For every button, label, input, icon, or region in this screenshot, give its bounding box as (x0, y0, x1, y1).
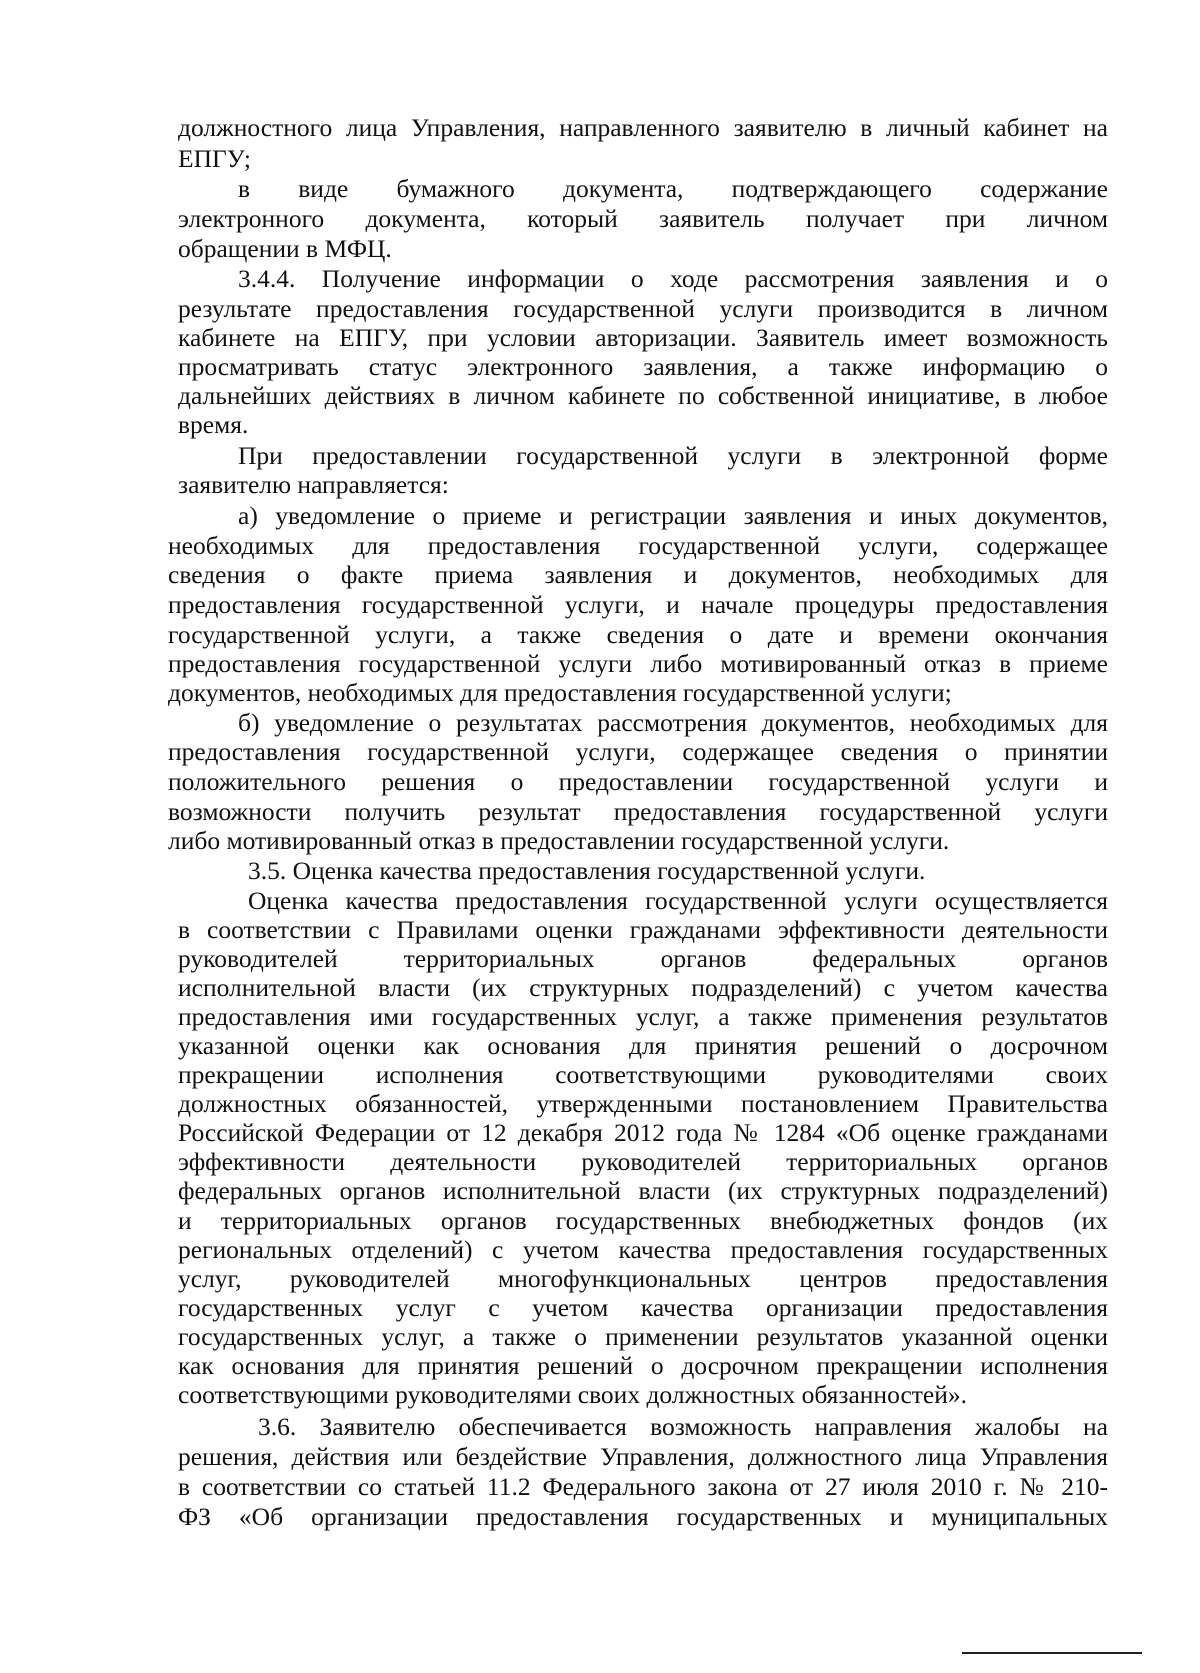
text-line: предоставления государственной услуги, содержащее сведения о принятии (168, 737, 1108, 766)
text-line: При предоставлении государственной услуги в электронной форме (238, 441, 1108, 470)
text-line: региональных отделений) с учетом качества предоставления государственных (178, 1235, 1108, 1264)
text-line: Российской Федерации от 12 декабря 2012 года № 1284 «Об оценке гражданами (178, 1118, 1108, 1147)
footnote-divider (962, 1652, 1142, 1654)
text-line: эффективности деятельности руководителей территориальных органов (178, 1147, 1108, 1176)
text-line: и территориальных органов государственных внебюджетных фондов (их (178, 1206, 1108, 1235)
text-line: 3.6. Заявителю обеспечивается возможность направления жалобы на (258, 1412, 1108, 1441)
section-heading: 3.5. Оценка качества предоставления государственной услуги. (248, 856, 926, 885)
text-line: обращении в МФЦ. (178, 234, 392, 263)
text-line: решения, действия или бездействие Управления, должностного лица Управления (178, 1442, 1108, 1471)
text-line: документов, необходимых для предоставления государственной услуги; (168, 678, 952, 707)
text-line: соответствующими руководителями своих должностных обязанностей». (178, 1380, 968, 1409)
text-line: указанной оценки как основания для принятия решений о досрочном (178, 1031, 1108, 1060)
text-line: Оценка качества предоставления государственной услуги осуществляется (248, 886, 1108, 915)
text-line: б) уведомление о результатах рассмотрения документов, необходимых для (238, 708, 1108, 737)
text-line: исполнительной власти (их структурных подразделений) с учетом качества (178, 973, 1108, 1002)
text-line: должностных обязанностей, утвержденными постановлением Правительства (178, 1089, 1108, 1118)
text-line: в виде бумажного документа, подтверждающего содержание (238, 174, 1108, 203)
text-line: кабинете на ЕПГУ, при условии авторизации. Заявитель имеет возможность (178, 323, 1108, 352)
text-line: федеральных органов исполнительной власти (их структурных подразделений) (178, 1176, 1108, 1205)
text-line: 3.4.4. Получение информации о ходе рассмотрения заявления и о (238, 264, 1108, 293)
text-line: предоставления государственной услуги, и начале процедуры предоставления (168, 590, 1108, 619)
text-line: ФЗ «Об организации предоставления государственных и муниципальных (178, 1502, 1108, 1531)
text-line: дальнейших действиях в личном кабинете по собственной инициативе, в любое (178, 381, 1108, 410)
text-line: результате предоставления государственной услуги производится в личном (178, 294, 1108, 323)
text-line: сведения о факте приема заявления и документов, необходимых для (168, 560, 1108, 589)
text-line: услуг, руководителей многофункциональных центров предоставления (178, 1264, 1108, 1293)
text-line: электронного документа, который заявитель получает при личном (178, 204, 1108, 233)
text-line: предоставления ими государственных услуг, а также применения результатов (178, 1002, 1108, 1031)
text-line: возможности получить результат предоставления государственной услуги (168, 797, 1108, 826)
text-line: просматривать статус электронного заявления, а также информацию о (178, 352, 1108, 381)
text-line: либо мотивированный отказ в предоставлении государственной услуги. (168, 826, 950, 855)
text-line: ЕПГУ; (178, 144, 251, 173)
text-line: а) уведомление о приеме и регистрации заявления и иных документов, (238, 501, 1108, 530)
text-line: государственных услуг с учетом качества организации предоставления (178, 1293, 1108, 1322)
text-line: руководителей территориальных органов федеральных органов (178, 944, 1108, 973)
text-line: положительного решения о предоставлении государственной услуги и (168, 767, 1108, 796)
text-line: прекращении исполнения соответствующими руководителями своих (178, 1060, 1108, 1089)
text-line: время. (178, 410, 249, 439)
text-line: необходимых для предоставления государственной услуги, содержащее (168, 531, 1108, 560)
text-line: как основания для принятия решений о досрочном прекращении исполнения (178, 1351, 1108, 1380)
text-line: предоставления государственной услуги либо мотивированный отказ в приеме (168, 649, 1108, 678)
text-line: в соответствии с Правилами оценки гражданами эффективности деятельности (178, 915, 1108, 944)
text-line: должностного лица Управления, направленного заявителю в личный кабинет на (178, 113, 1108, 142)
text-line: заявителю направляется: (178, 470, 449, 499)
text-line: государственных услуг, а также о применении результатов указанной оценки (178, 1322, 1108, 1351)
text-line: государственной услуги, а также сведения о дате и времени окончания (168, 620, 1108, 649)
text-line: в соответствии со статьей 11.2 Федерального закона от 27 июля 2010 г. № 210- (178, 1472, 1108, 1501)
